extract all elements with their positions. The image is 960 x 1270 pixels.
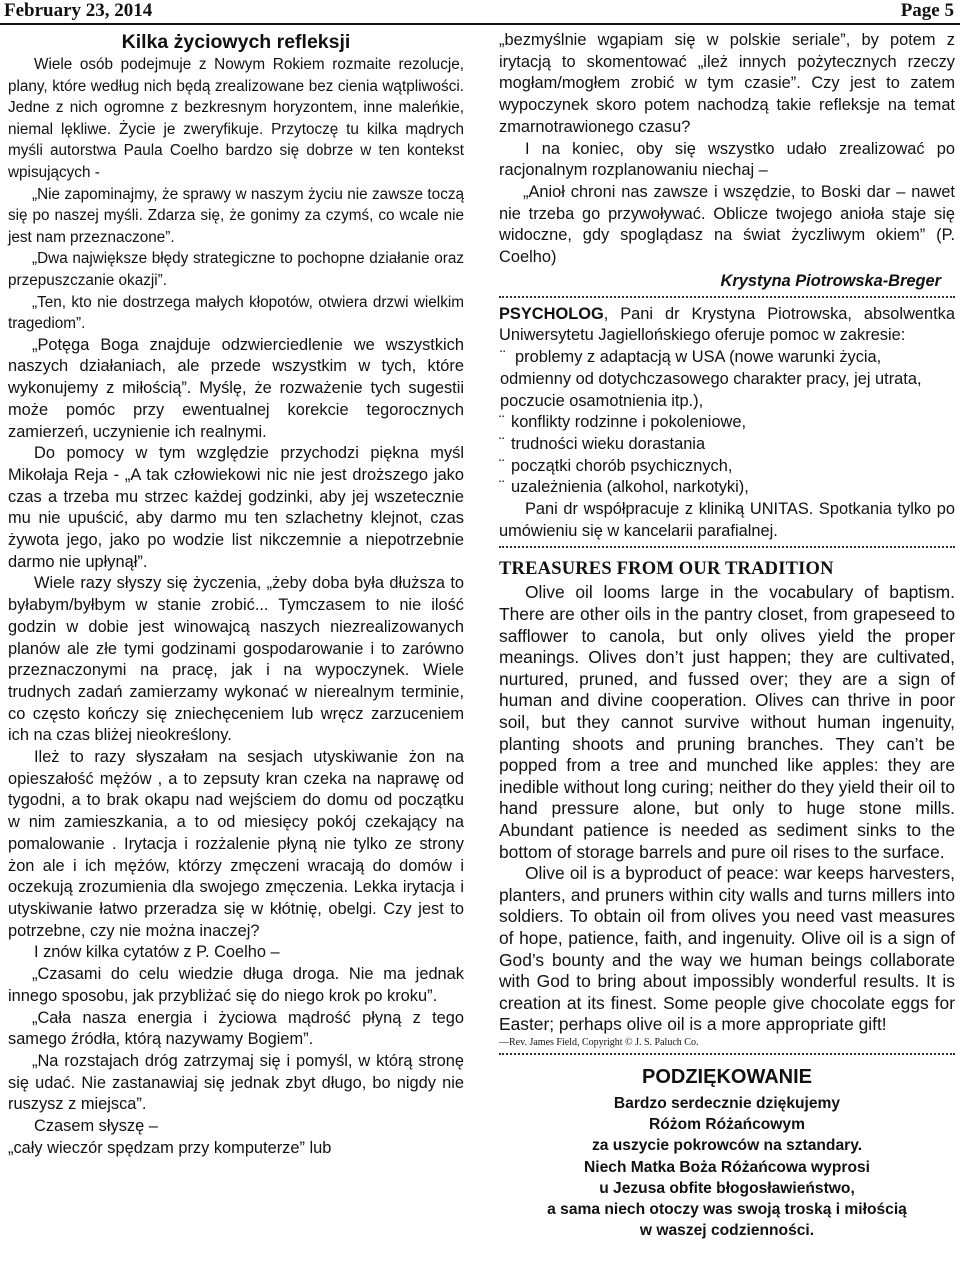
body-paragraph: I na koniec, oby się wszystko udało zrealizować po racjonalnym rozplanowaniu niechaj – — [499, 139, 955, 180]
list-item — [499, 347, 955, 412]
thanks-line: za uszycie pokrowców na sztandary. — [591, 1137, 863, 1155]
bullet-icon: ¨ — [499, 478, 505, 497]
bullet-icon: ¨ — [499, 413, 505, 432]
list-item — [499, 412, 955, 434]
section-divider — [499, 296, 955, 298]
section-divider — [499, 546, 955, 548]
quote-paragraph: „Ten, kto nie dostrzega małych kłopotów, otwiera drzwi wielkim tragediom”. — [8, 293, 464, 333]
psychologist-outro: Pani dr współpracuje z kliniką UNITAS. Spotkania tylko po umówieniu się w kancelarii parafialnej. — [499, 500, 955, 540]
body-paragraph: Wiele razy słyszy się życzenia, „żeby doba była dłuższa to byłabym/byłbym w stanie zrobić... Tymczasem to nie ilość godzin w dobie jest winowajcą naszych niezrealizowanych planów ale złe tymi godzinami gospodarowanie i to zarówno przeznaczonymi na pracę, jak i na wypoczynek. Wiele trudnych zadań zamierzamy wykonać w nierealnym terminie, co często kończy się zniechęceniem lub wręcz zarzuceniem ich na czas bliżej nieokreślony. — [8, 574, 464, 745]
psychologist-intro: , Pani dr Krystyna Piotrowska, absolwentka Uniwersytetu Jagiellońskiego oferuje pomoc w zakresie: — [499, 304, 955, 345]
quote-paragraph: „Czasami do celu wiedzie długa droga. Nie ma jednak innego sposobu, jak przybliżać się do niego krok po kroku”. — [8, 965, 464, 1005]
right-column — [499, 30, 955, 1241]
article-continuation — [499, 30, 955, 269]
header-rule — [0, 23, 960, 25]
list-item-text: uzależnienia (alkohol, narkotyki), — [511, 478, 749, 497]
bullet-icon: ¨ — [499, 434, 505, 453]
body-paragraph: I znów kilka cytatów z P. Coelho – — [34, 943, 280, 962]
quote-paragraph: „Dwa największe błędy strategiczne to pochopne działanie oraz przepuszczanie okazji”. — [8, 250, 464, 289]
body-paragraph: Ileż to razy słyszałam na sesjach utyskiwanie żon na opieszałość mężów , a to zepsuty kran czeka na naprawę od tygodni, a to brak okapu nad wejściem do domu od początku w nim zamieszkania, a to od miesięcy pokój czekający na pomalowanie . Irytacja i rozżalenie płyną nie tylko ze strony żon ale i ich mężów, którzy zmęczeni wracają do domów i oczekują zrozumienia dla swojego zmęczenia. Lekka irytacja i utyskiwanie łatwo przeradza się w kłótnię, obelgi. Czy jest to potrzebne, czy nie można inaczej? — [8, 748, 464, 940]
body-paragraph: Do pomocy w tym względzie przychodzi piękna myśl Mikołaja Reja - „A tak człowiekowi nic nie jest droższego jako czas a trzeba mu strzec każdej godzinki, aby jej wszetecznie mu nie upuścić, aby darmo mu ten szlachetny klejnot, czas żywota jego, jako po wodzie list nikczemnie a niepotrzebnie darmo nie upłynął”. — [8, 444, 464, 571]
thanks-line: Różom Różańcowym — [649, 1116, 805, 1134]
bullet-icon: ¨ — [500, 348, 506, 367]
list-item-text: konflikty rodzinne i pokoleniowe, — [511, 413, 747, 432]
quote-paragraph: „Nie zapominajmy, że sprawy w naszym życiu nie zawsze toczą się po naszej myśli. Zdarza się, że gonimy za czymś, co wcale nie jest nam przeznaczone”. — [8, 185, 464, 246]
quote-paragraph: „Anioł chroni nas zawsze i wszędzie, to Boski dar – nawet nie trzeba go przywoływać. Oblicze twojego anioła staje się widoczne, gdy spoglądasz na świat życzliwym okiem” (P. Coelho) — [499, 182, 955, 267]
quote-paragraph: „Na rozstajach dróg zatrzymaj się i pomyśl, w którą stronę się udać. Nie zastanawiaj się jednak zbyt długo, bo nigdy nie ruszysz z miejsca”. — [8, 1051, 464, 1114]
thanks-line: w waszej codzienności. — [639, 1222, 815, 1240]
copyright-credit: —Rev. James Field, Copyright © J. S. Paluch Co. — [499, 1036, 699, 1048]
quote-paragraph: „Potęga Boga znajduje odzwierciedlenie we wszystkich naszych działaniach, ale przede wszystkim w tych, które wykonujemy z miłością”. Myślę, że rozważenie tych sugestii może pomóc przy ewentualnej korekcie tegorocznych zamierzeń, uczynienie ich realnymi. — [8, 335, 464, 441]
list-item-text: trudności wieku dorastania — [511, 434, 706, 453]
author-signature: Krystyna Piotrowska-Breger — [720, 271, 941, 290]
treasures-article — [499, 582, 955, 1035]
body-paragraph: Czasem słyszę – — [34, 1117, 158, 1136]
issue-date: February 23, 2014 — [4, 0, 153, 21]
service-list — [499, 347, 955, 499]
page-header — [0, 0, 960, 22]
section-divider — [499, 1053, 955, 1055]
page-number: Page 5 — [900, 0, 954, 21]
body-paragraph: „cały wieczór spędzam przy komputerze” lub — [8, 1138, 332, 1157]
bullet-icon: ¨ — [499, 456, 505, 475]
list-item-text: początki chorób psychicznych, — [511, 456, 733, 475]
intro-paragraph: Wiele osób podejmuje z Nowym Rokiem rozmaite rezolucje, plany, które według nich będą zrealizowane bez cienia wątpliwości. Jedne z nich ogromne z bezkresnym horyzontem, inne maleńkie, niemal lękliwe. Życie je zweryfikuje. Przytoczę tu kilka mądrych myśli autorstwa Paula Coelho bardzo się dobrze w ten kontekst wpisujących - — [8, 56, 464, 181]
article-body — [8, 443, 464, 1159]
article-title: Kilka życiowych refleksji — [121, 31, 351, 53]
coelho-intro-block — [8, 54, 464, 443]
thanks-line: a sama niech otoczy was swoją troską i miłością — [547, 1200, 907, 1218]
body-paragraph: „bezmyślnie wgapiam się w polskie seriale”, by potem z irytacją to skomentować „ileż innych pożytecznych rzeczy mogłam/mogłem zrobić w tym czasie”. Czy jest to zatem wypoczynek skoro potem nachodzą takie refleksje na temat zmarnotrawionego czasu? — [499, 31, 955, 136]
list-item — [499, 477, 955, 499]
list-item-text: problemy z adaptacją w USA (nowe warunki życia, odmienny od dotychczasowego charakter pracy, jej utrata, poczucie osamotnienia itp.), — [500, 348, 922, 410]
thanks-heading: PODZIĘKOWANIE — [641, 1065, 812, 1088]
thanks-line: Bardzo serdecznie dziękujemy — [613, 1094, 841, 1112]
list-item — [499, 434, 955, 456]
psychologist-label: PSYCHOLOG — [499, 304, 604, 323]
treasures-paragraph: Olive oil is a byproduct of peace: war keeps harvesters, planters, and pruners within city walls and turns millers into soldiers. To obtain oil from olives you need vast measures of hope, patience, faith, and ingenuity. Olive oil is a sign of God’s bounty and the way we human beings collaborate with God to bring about impossibly wonderful results. It is creation at its finest. Some people give chocolate eggs for Easter; perhaps olive oil is a more appropriate gift! — [499, 863, 955, 1035]
quote-paragraph: „Cała nasza energia i życiowa mądrość płyną z tego samego źródła, którą nazywamy Bogiem”. — [8, 1008, 464, 1049]
thanks-line: Niech Matka Boża Różańcowa wyprosi — [584, 1158, 870, 1176]
treasures-heading: TREASURES FROM OUR TRADITION — [499, 559, 834, 580]
list-item — [499, 456, 955, 478]
treasures-paragraph: Olive oil looms large in the vocabulary of baptism. There are other oils in the pantry closet, from grapeseed to safflower to canola, but only olives yield the proper meanings. Olives don’t just happen; they are cultivated, nurtured, pruned, and fussed over; they are a sign of human and divine cooperation. Olives can thrive in poor soil, but they cannot survive without human ingenuity, planting shoots and pruning branches. They can’t be popped from a tree and munched like apples: they are inedible without long curing; neither do they yield their oil to hand pressure alone, but only to huge stone mills. Abundant patience is needed as sediment sinks to the bottom of storage barrels and pure oil rises to the surface. — [499, 582, 955, 862]
left-column — [8, 30, 464, 1159]
thanks-line: u Jezusa obfite błogosławieństwo, — [599, 1179, 855, 1197]
psychologist-notice — [499, 304, 955, 543]
